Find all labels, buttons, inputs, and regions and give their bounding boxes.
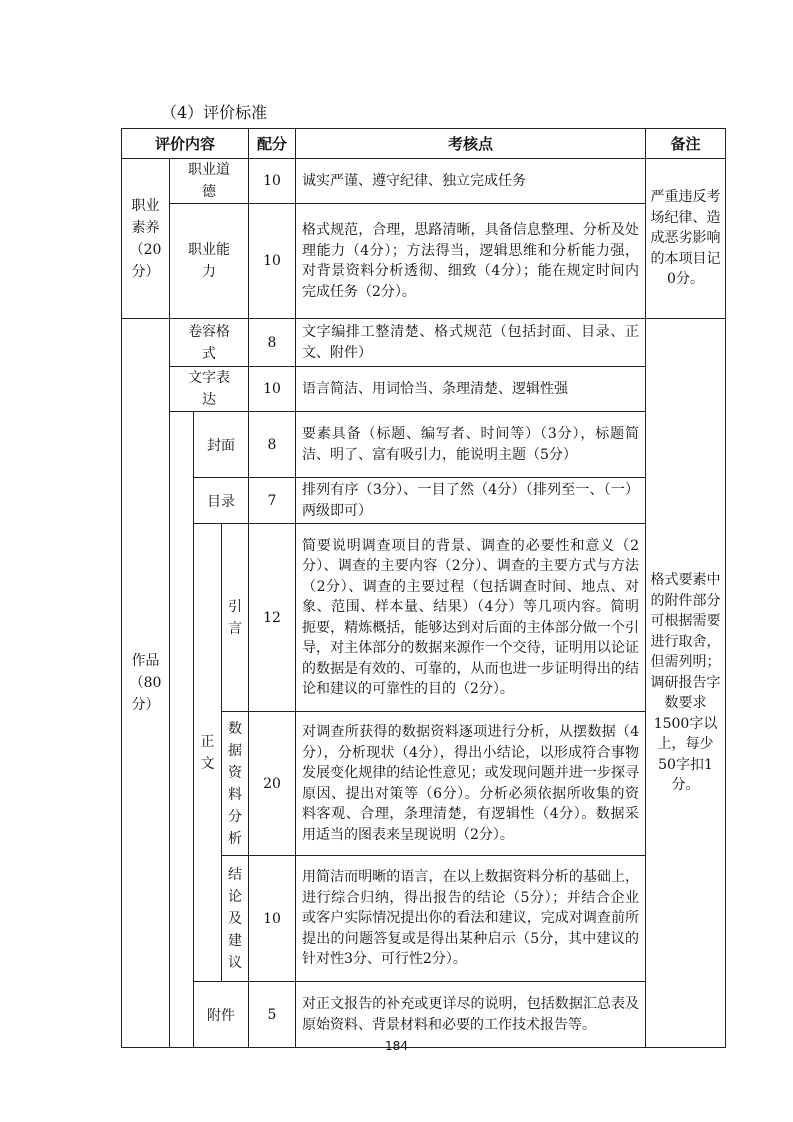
header-score: 配分	[249, 129, 296, 159]
criteria-ethics: 诚实严谨、遵守纪律、独立完成任务	[296, 159, 646, 204]
score-toc: 7	[249, 478, 296, 524]
sub-blank	[170, 412, 194, 1048]
table-row	[122, 159, 726, 204]
score-appendix: 5	[249, 982, 296, 1048]
label-analysis: 数据资料分析	[222, 712, 249, 856]
remark-work: 格式要素中的附件部分可根据需要进行取舍，但需列明；调研报告字数要求1500字以上，每少50字扣1分。	[646, 319, 726, 1048]
header-remark: 备注	[646, 129, 726, 159]
label-conclusion: 结论及建议	[222, 856, 249, 982]
table-row	[122, 319, 726, 367]
label-ability: 职业能力	[170, 204, 249, 319]
table-row	[122, 478, 726, 524]
score-ability: 10	[249, 204, 296, 319]
score-expression: 10	[249, 367, 296, 412]
criteria-format: 文字编排工整清楚、格式规范（包括封面、目录、正文、附件）	[296, 319, 646, 367]
table-row	[122, 367, 726, 412]
table-row	[122, 412, 726, 478]
table-row	[122, 524, 726, 712]
score-analysis: 20	[249, 712, 296, 856]
criteria-conclusion: 用简洁而明晰的语言，在以上数据资料分析的基础上，进行综合归纳，得出报告的结论（5分）；并结合企业或客户实际情况提出你的看法和建议，完成对调查前所提出的问题答复或是得出某种启示（5分，其中建议的针对性3分、可行性2分）。	[296, 856, 646, 982]
score-ethics: 10	[249, 159, 296, 204]
score-intro: 12	[249, 524, 296, 712]
remark-professional-quality: 严重违反考场纪律、造成恶劣影响的本项目记0分。	[646, 159, 726, 319]
criteria-toc: 排列有序（3分）、一目了然（4分）（排列至一、（一）两级即可）	[296, 478, 646, 524]
criteria-ability: 格式规范，合理，思路清晰，具备信息整理、分析及处理能力（4分）；方法得当，逻辑思维和分析能力强，对背景资料分析透彻、细致（4分）；能在规定时间内完成任务（2分）。	[296, 204, 646, 319]
page-number: 184	[385, 1039, 408, 1053]
table-row	[122, 204, 726, 319]
criteria-cover: 要素具备（标题、编写者、时间等）（3分），标题简洁、明了、富有吸引力，能说明主题（5分）	[296, 412, 646, 478]
header-content: 评价内容	[122, 129, 249, 159]
label-ethics: 职业道德	[170, 159, 249, 204]
criteria-appendix: 对正文报告的补充或更详尽的说明，包括数据汇总表及原始资料、背景材料和必要的工作技术报告等。	[296, 982, 646, 1048]
label-toc: 目录	[194, 478, 249, 524]
label-expression: 文字表达	[170, 367, 249, 412]
score-conclusion: 10	[249, 856, 296, 982]
evaluation-table	[121, 128, 726, 1048]
score-format: 8	[249, 319, 296, 367]
table-header-row	[122, 129, 726, 159]
group-work: 作品（80分）	[122, 319, 170, 1048]
criteria-expression: 语言简洁、用词恰当、条理清楚、逻辑性强	[296, 367, 646, 412]
label-appendix: 附件	[194, 982, 249, 1048]
label-format: 卷容格式	[170, 319, 249, 367]
header-criteria: 考核点	[296, 129, 646, 159]
label-cover: 封面	[194, 412, 249, 478]
label-intro: 引言	[222, 524, 249, 712]
group-professional-quality: 职业素养（20分）	[122, 159, 170, 319]
criteria-intro: 简要说明调查项目的背景、调查的必要性和意义（2分）、调查的主要内容（2分）、调查的主要方式与方法（2分）、调查的主要过程（包括调查时间、地点、对象、范围、样本量、结果）（4分）等几项内容。简明扼要，精炼概括，能够达到对后面的主体部分做一个引导，对主体部分的数据来源作一个交待，证明用以论证的数据是有效的、可靠的，从而也进一步证明得出的结论和建议的可靠性的目的（2分）。	[296, 524, 646, 712]
score-cover: 8	[249, 412, 296, 478]
label-body: 正文	[194, 524, 222, 982]
table-row	[122, 982, 726, 1048]
section-heading: （4）评价标准	[161, 103, 268, 122]
criteria-analysis: 对调查所获得的数据资料逐项进行分析，从摆数据（4分），分析现状（4分），得出小结论，以形成符合事物发展变化规律的结论性意见；或发现问题并进一步探寻原因、提出对策等（6分）。分析必须依据所收集的资料客观、合理，条理清楚，有逻辑性（4分）。数据采用适当的图表来呈现说明（2分）。	[296, 712, 646, 856]
